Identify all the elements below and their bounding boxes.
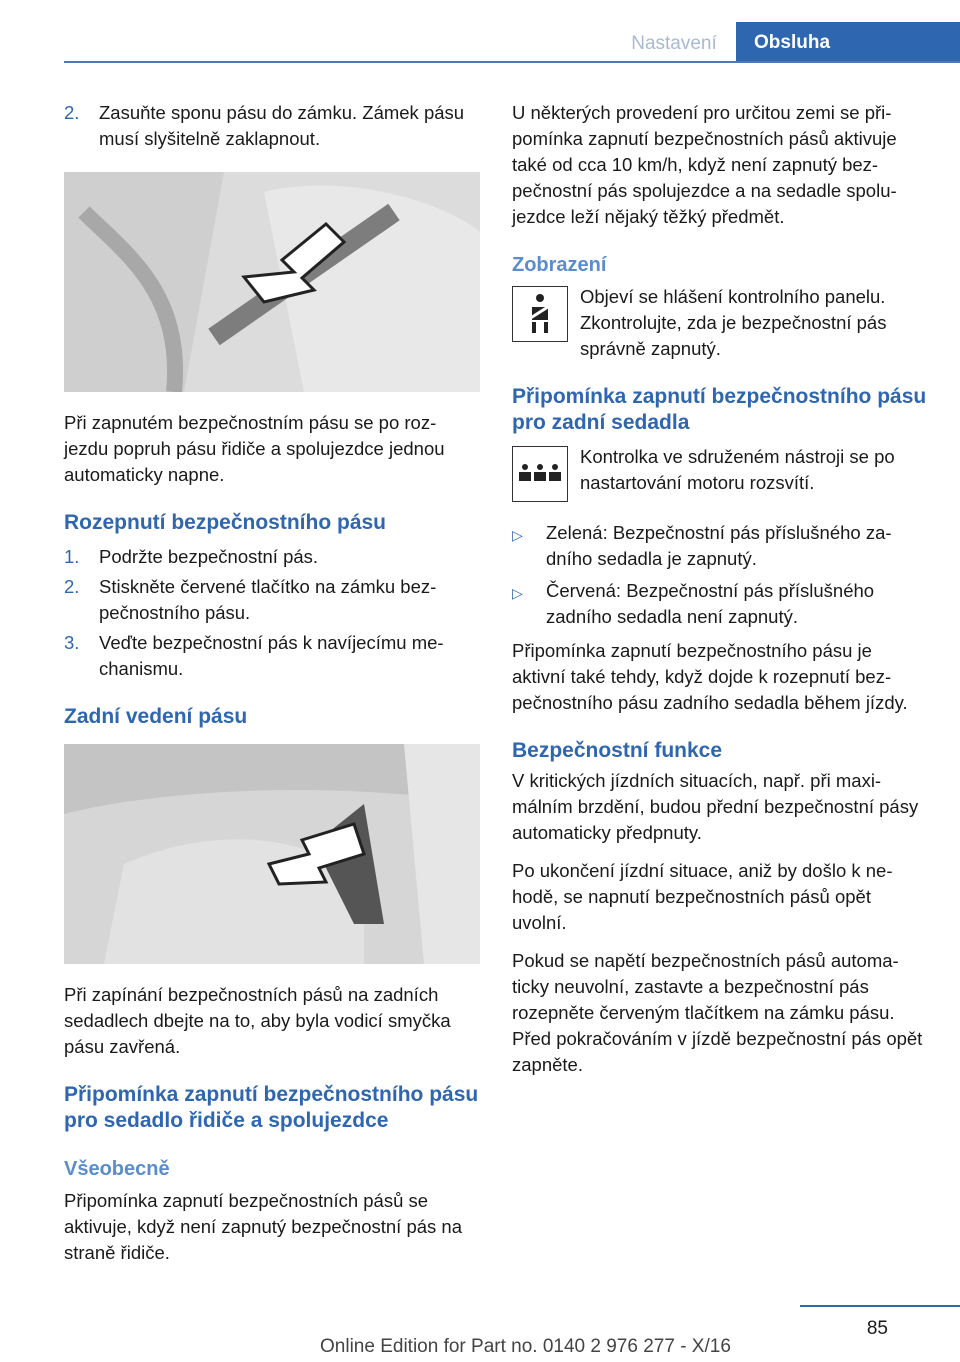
tab-operation[interactable]: Obsluha xyxy=(736,22,960,63)
list-item-text: Zelená: Bezpečnostní pás příslušného za‐dního sedadla je zapnutý. xyxy=(546,522,892,569)
left-column xyxy=(64,100,480,1278)
step-number: 1. xyxy=(64,546,80,567)
step-item xyxy=(64,630,480,682)
step-item xyxy=(64,100,480,152)
section-heading: Zadní vedení pásu xyxy=(64,705,248,728)
rear-belt-guide-photo xyxy=(64,744,480,964)
paragraph: Při zapnutém bezpečnostním pásu se po roz‐jezdu popruh pásu řidiče a spolujezdce jednou automaticky napne. xyxy=(64,412,445,485)
seatbelt-warning-icon xyxy=(512,286,568,342)
triangle-bullet-icon: ▷ xyxy=(512,585,523,601)
triangle-bullet-icon: ▷ xyxy=(512,527,523,543)
icon-description: Kontrolka ve sdruženém nástroji se po nastartování motoru rozsvítí. xyxy=(580,446,895,493)
icon-row xyxy=(512,284,928,362)
subsection-heading: Zobrazení xyxy=(512,254,607,276)
list-item xyxy=(512,520,928,572)
step-number: 3. xyxy=(64,632,80,653)
step-item xyxy=(64,544,480,570)
paragraph: Připomínka zapnutí bezpečnostních pásů se aktivuje, když není zapnutý bezpečnostní pás na straně řidiče. xyxy=(64,1190,463,1263)
seatbelt-buckle-photo xyxy=(64,172,480,392)
rear-seatbelt-indicator-icon xyxy=(512,446,568,502)
tab-settings[interactable]: Nastavení xyxy=(631,33,717,54)
paragraph: Při zapínání bezpečnostních pásů na zadních sedadlech dbejte na to, aby byla vodicí smyčka pásu zavřená. xyxy=(64,984,451,1057)
subsection-heading: Všeobecně xyxy=(64,1158,170,1180)
step-item xyxy=(64,574,480,626)
list-item-text: Červená: Bezpečnostní pás příslušného zadního sedadla není zapnutý. xyxy=(546,580,875,627)
section-heading: Připomínka zapnutí bezpečnostního pásu pro zadní sedadla xyxy=(512,385,927,434)
footer-rule xyxy=(800,1305,960,1307)
step-text: Zasuňte sponu pásu do zámku. Zámek pásu musí slyšitelně zaklapnout. xyxy=(99,102,465,149)
section-heading: Rozepnutí bezpečnostního pásu xyxy=(64,511,387,534)
page-number: 85 xyxy=(866,1318,888,1339)
step-text: Veďte bezpečnostní pás k navíjecímu me‐chanismu. xyxy=(99,632,444,679)
right-column xyxy=(512,100,928,1090)
section-heading: Připomínka zapnutí bezpečnostního pásu pro sedadlo řidiče a spolujezdce xyxy=(64,1083,479,1132)
edition-footer: Online Edition for Part no. 0140 2 976 277 - X/16 xyxy=(320,1336,731,1357)
paragraph: U některých provedení pro určitou zemi se při‐pomínka zapnutí bezpečnostních pásů aktivuje také od cca 10 km/h, když není zapnutý bez‐pečnostní pás spolujezdce a na sedadle spolu‐jezdce leží nějaký těžký předmět. xyxy=(512,102,897,227)
header-rule xyxy=(64,61,960,63)
paragraph: Po ukončení jízdní situace, aniž by došlo k ne‐hodě, se napnutí bezpečnostních pásů opět uvolní. xyxy=(512,860,893,933)
section-heading: Bezpečnostní funkce xyxy=(512,739,723,762)
icon-row xyxy=(512,444,928,502)
step-text: Stiskněte červené tlačítko na zámku bez‐pečnostního pásu. xyxy=(99,576,437,623)
step-number: 2. xyxy=(64,102,80,123)
paragraph: Připomínka zapnutí bezpečnostního pásu je aktivní také tehdy, když dojde k rozepnutí bez‐pečnostního pásu zadního sedadla během jízdy. xyxy=(512,640,908,713)
paragraph: Pokud se napětí bezpečnostních pásů automa‐ticky neuvolní, zastavte a bezpečnostní pás rozepněte červeným tlačítkem na zámku pásu. Před pokračováním v jízdě bezpečnostní pás opět zapněte. xyxy=(512,950,923,1075)
list-item xyxy=(512,578,928,630)
icon-description: Objeví se hlášení kontrolního panelu. Zkontrolujte, zda je bezpečnostní pás správně zapnutý. xyxy=(580,286,887,359)
step-text: Podržte bezpečnostní pás. xyxy=(99,546,319,567)
step-number: 2. xyxy=(64,576,80,597)
paragraph: V kritických jízdních situacích, např. při maxi‐málním brzdění, budou přední bezpečnostní pásy automaticky předpnuty. xyxy=(512,770,919,843)
